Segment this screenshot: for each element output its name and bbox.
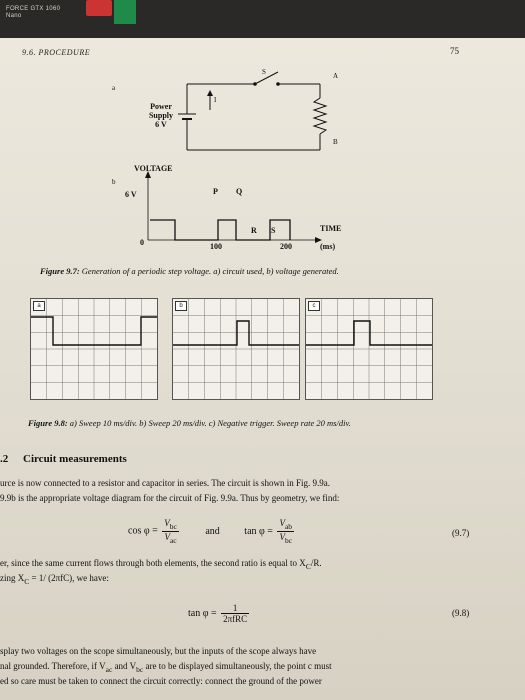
body-line-1: urce is now connected to a resistor and capacitor in series. The circuit is shown in Fig. 9.9a. (0, 478, 330, 488)
figure-9-8-caption (28, 418, 351, 428)
green-object (114, 0, 136, 24)
cos-num-sub: bc (169, 521, 177, 531)
scope-tag-a: a (33, 301, 45, 311)
body-line-4-pre: zing X (0, 573, 25, 583)
switch-label: S (262, 68, 266, 76)
body-line-6-text: nal grounded. Therefore, if V (0, 661, 106, 671)
tan2-lhs: tan φ = (188, 607, 217, 619)
cos-lhs: cos φ = (128, 525, 158, 537)
switch-blade (255, 72, 278, 84)
camera-top-bar (0, 0, 525, 40)
section-heading (0, 453, 127, 465)
body-line-6 (0, 661, 332, 674)
power-line3: 6 V (155, 120, 167, 129)
body-line-5: splay two voltages on the scope simultaneously, but the inputs of the scope always have (0, 646, 317, 656)
panel-b-label: b (112, 178, 116, 186)
tan-lhs: tan φ = (244, 525, 273, 537)
equation-9-8 (188, 603, 251, 624)
voltage-axis-label: VOLTAGE (134, 164, 173, 173)
and-text: and (205, 525, 220, 537)
point-q-label: Q (236, 187, 243, 196)
tick-100-label: 100 (210, 242, 222, 251)
level-6v-label: 6 V (125, 190, 137, 199)
equation-9-7 (128, 518, 296, 545)
cos-den-sub: ac (169, 535, 177, 545)
cos-den: V (164, 531, 170, 542)
body-line-3-end: /R. (310, 558, 322, 568)
scope-screen-b (172, 298, 300, 400)
page-number: 75 (450, 46, 459, 56)
cos-fraction (162, 518, 179, 545)
tick-200-label: 200 (280, 242, 292, 251)
scope-tag-c: c (308, 301, 320, 311)
tan-fraction (277, 518, 294, 545)
node-b-label: B (333, 138, 338, 146)
panel-a-label: a (112, 84, 116, 92)
body-line-3-text: er, since the same current flows through both elements, the second ratio is equal to X (0, 558, 306, 568)
red-object (86, 0, 112, 16)
time-axis-label: TIME (320, 224, 342, 233)
body-line-4-sub: C (24, 576, 30, 586)
figure-9-7-caption (40, 266, 339, 276)
section-number: .2 (0, 453, 9, 465)
power-line2: Supply (148, 111, 174, 120)
scope-grid-c (306, 299, 432, 399)
zero-label: 0 (140, 238, 144, 247)
scope-grid-b (173, 299, 299, 399)
power-supply-label (143, 102, 179, 129)
point-p-label: P (213, 187, 218, 196)
book-page (0, 38, 525, 700)
tan2-num: 1 (221, 603, 249, 614)
running-header: 9.6. PROCEDURE (22, 48, 91, 57)
brand-line1: FORCE GTX 1060 (6, 6, 61, 12)
body-line-3-sub: C (305, 561, 311, 571)
body-line-6-sub2: bc (136, 664, 144, 674)
step-waveform (150, 220, 290, 240)
point-s-label: S (271, 226, 276, 235)
section-title: Circuit measurements (23, 453, 127, 465)
cos-num: V (164, 518, 170, 528)
tan-num-sub: ab (284, 521, 293, 531)
body-line-6-mid: and V (112, 661, 137, 671)
body-line-6-end: are to be displayed simultaneously, the point c must (143, 661, 332, 671)
brand-line2: Nano (6, 13, 22, 19)
body-line-4 (0, 573, 109, 586)
caption-9-8-label: Figure 9.8: (28, 418, 68, 428)
body-line-7: ed so care must be taken to connect the circuit correctly: connect the ground of the power (0, 676, 322, 686)
body-line-6-sub1: ac (105, 664, 113, 674)
tan2-fraction (221, 603, 249, 624)
scope-screen-c (305, 298, 433, 400)
scope-grid-a (31, 299, 157, 399)
brand-text (6, 6, 60, 20)
resistor-zigzag (314, 98, 326, 134)
caption-9-8-text: a) Sweep 10 ms/div. b) Sweep 20 ms/div. c) Negative trigger. Sweep rate 20 ms/div. (69, 418, 351, 428)
body-line-3 (0, 558, 322, 571)
node-a-label: A (333, 72, 339, 80)
caption-9-7-label: Figure 9.7: (40, 266, 80, 276)
tan-num: V (279, 518, 285, 528)
power-line1: Power (150, 102, 172, 111)
tan-den-sub: bc (284, 535, 293, 545)
point-r-label: R (251, 226, 257, 235)
time-unit-label: (ms) (320, 242, 336, 251)
caption-9-7-text: Generation of a periodic step voltage. a) circuit used, b) voltage generated. (81, 266, 339, 276)
body-line-4-post: = 1/ (2πfC), we have: (29, 573, 109, 583)
equation-number-9-8: (9.8) (452, 608, 470, 618)
current-label: I (214, 96, 217, 104)
tan-den: V (279, 531, 285, 542)
tan2-den: 2πfRC (223, 614, 248, 624)
body-line-2: 9.9b is the appropriate voltage diagram for the circuit of Fig. 9.9a. Thus by geometry, we find: (0, 493, 340, 503)
scope-tag-b: b (175, 301, 187, 311)
equation-number-9-7: (9.7) (452, 528, 470, 538)
scope-screen-a (30, 298, 158, 400)
